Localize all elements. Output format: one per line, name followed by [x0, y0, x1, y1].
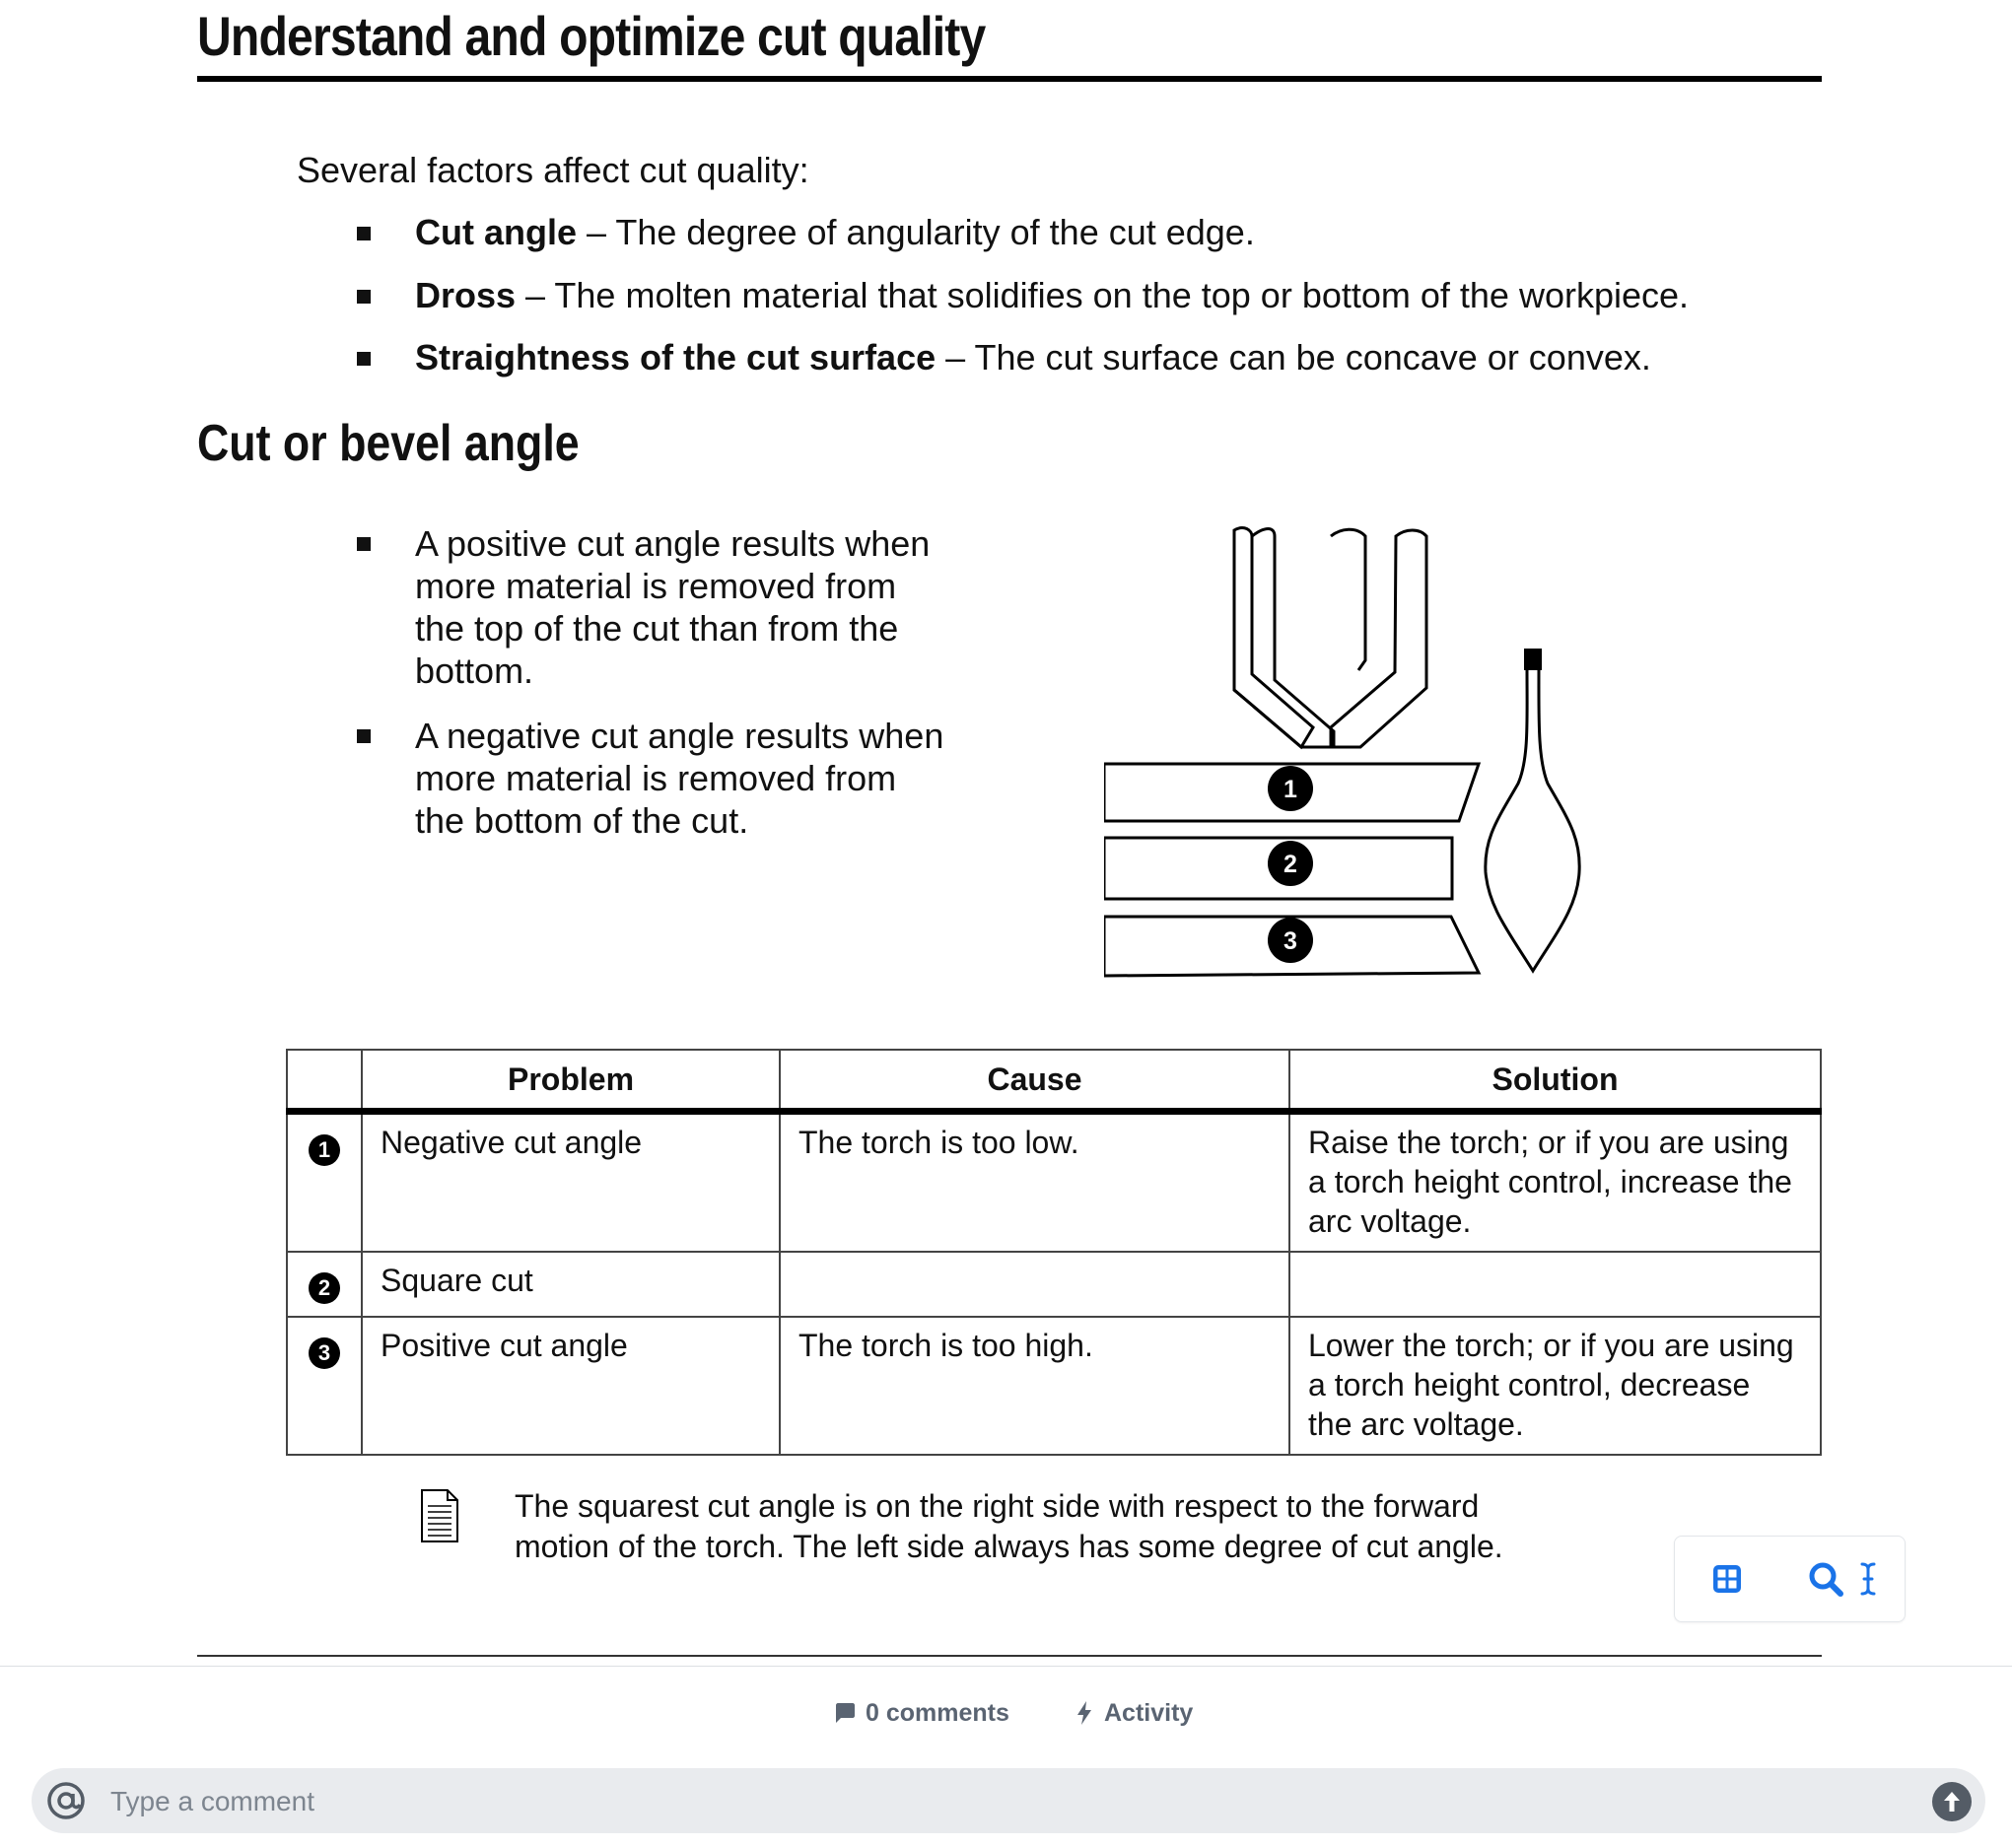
- search-icon[interactable]: [1805, 1558, 1846, 1600]
- cause-cell: [780, 1252, 1289, 1317]
- bullet-icon: [357, 227, 371, 240]
- comment-composer: [32, 1768, 1985, 1833]
- bullet-icon: [357, 729, 371, 743]
- factor-term: Dross: [415, 275, 517, 315]
- floating-toolbar: [1674, 1536, 1906, 1622]
- note-text: The squarest cut angle is on the right side with respect to the forward motion of the torch. The left side always has some degree of cut angle.: [515, 1488, 1503, 1564]
- bullet-icon: [357, 290, 371, 304]
- title-rule: [197, 76, 1822, 82]
- activity-label: Activity: [1104, 1698, 1194, 1727]
- grid-icon[interactable]: [1706, 1558, 1748, 1600]
- solution-cell: Lower the torch; or if you are using a torch height control, decrease the arc voltage.: [1289, 1317, 1821, 1455]
- section-title: Cut or bevel angle: [197, 415, 580, 472]
- text-cursor-icon[interactable]: [1847, 1558, 1889, 1600]
- problem-cell: Positive cut angle: [362, 1317, 780, 1455]
- cut-angle-diagram: [1104, 522, 1696, 986]
- factor-desc: – The degree of angularity of the cut edge.: [577, 212, 1255, 252]
- table-header-cause: Cause: [780, 1050, 1289, 1112]
- row-number-badge: 1: [309, 1134, 340, 1166]
- factor-term: Straightness of the cut surface: [415, 337, 937, 377]
- lightning-icon: [1075, 1700, 1094, 1726]
- tab-activity[interactable]: [1075, 1693, 1193, 1733]
- table-row: [287, 1317, 1821, 1455]
- figure-callout-1: [1268, 766, 1313, 811]
- table-header-row: [287, 1050, 1821, 1112]
- bullet-icon: [357, 537, 371, 551]
- factor-desc: – The molten material that solidifies on the top or bottom of the workpiece.: [516, 275, 1690, 315]
- callout-label: 3: [1284, 927, 1297, 955]
- cause-cell: The torch is too high.: [780, 1317, 1289, 1455]
- table-row: [287, 1112, 1821, 1253]
- figure-callout-2: [1268, 841, 1313, 886]
- table-row: [287, 1252, 1821, 1317]
- cause-cell: The torch is too low.: [780, 1112, 1289, 1253]
- send-button[interactable]: [1932, 1782, 1972, 1821]
- mention-icon[interactable]: [45, 1780, 87, 1821]
- intro-text: Several factors affect cut quality:: [297, 150, 809, 190]
- solution-cell: Raise the torch; or if you are using a torch height control, increase the arc voltage.: [1289, 1112, 1821, 1253]
- page-end-rule: [197, 1655, 1822, 1657]
- problem-cell: Negative cut angle: [362, 1112, 780, 1253]
- comment-icon: [834, 1702, 856, 1724]
- comment-input[interactable]: [108, 1776, 1887, 1827]
- tab-comments[interactable]: [834, 1693, 1009, 1733]
- arrow-up-icon: [1932, 1782, 1972, 1821]
- bullet-icon: [357, 352, 371, 366]
- table-header-solution: Solution: [1289, 1050, 1821, 1112]
- problem-cell: Square cut: [362, 1252, 780, 1317]
- comments-count-label: 0 comments: [866, 1698, 1009, 1727]
- panel-divider: [0, 1666, 2012, 1667]
- row-number-badge: 2: [309, 1272, 340, 1304]
- factor-term: Cut angle: [415, 212, 578, 252]
- torch-nozzle: [1234, 528, 1426, 747]
- comment-tabs: [0, 1693, 2012, 1733]
- angle-point: A negative cut angle results when more material is removed from the bottom of the cut.: [415, 716, 944, 841]
- callout-label: 1: [1284, 776, 1297, 803]
- row-number-badge: 3: [309, 1337, 340, 1369]
- factor-desc: – The cut surface can be concave or convex.: [936, 337, 1651, 377]
- plasma-arc: [1486, 670, 1579, 971]
- problem-table: [286, 1049, 1822, 1456]
- callout-label: 2: [1284, 851, 1297, 878]
- note-icon: [420, 1488, 459, 1543]
- angle-point: A positive cut angle results when more material is removed from the top of the cut than from the bottom.: [415, 523, 931, 691]
- figure-callout-3: [1268, 918, 1313, 963]
- table-header-num: [287, 1050, 362, 1112]
- solution-cell: [1289, 1252, 1821, 1317]
- electrode-tip: [1524, 649, 1542, 670]
- table-header-problem: Problem: [362, 1050, 780, 1112]
- page-title: Understand and optimize cut quality: [197, 5, 986, 67]
